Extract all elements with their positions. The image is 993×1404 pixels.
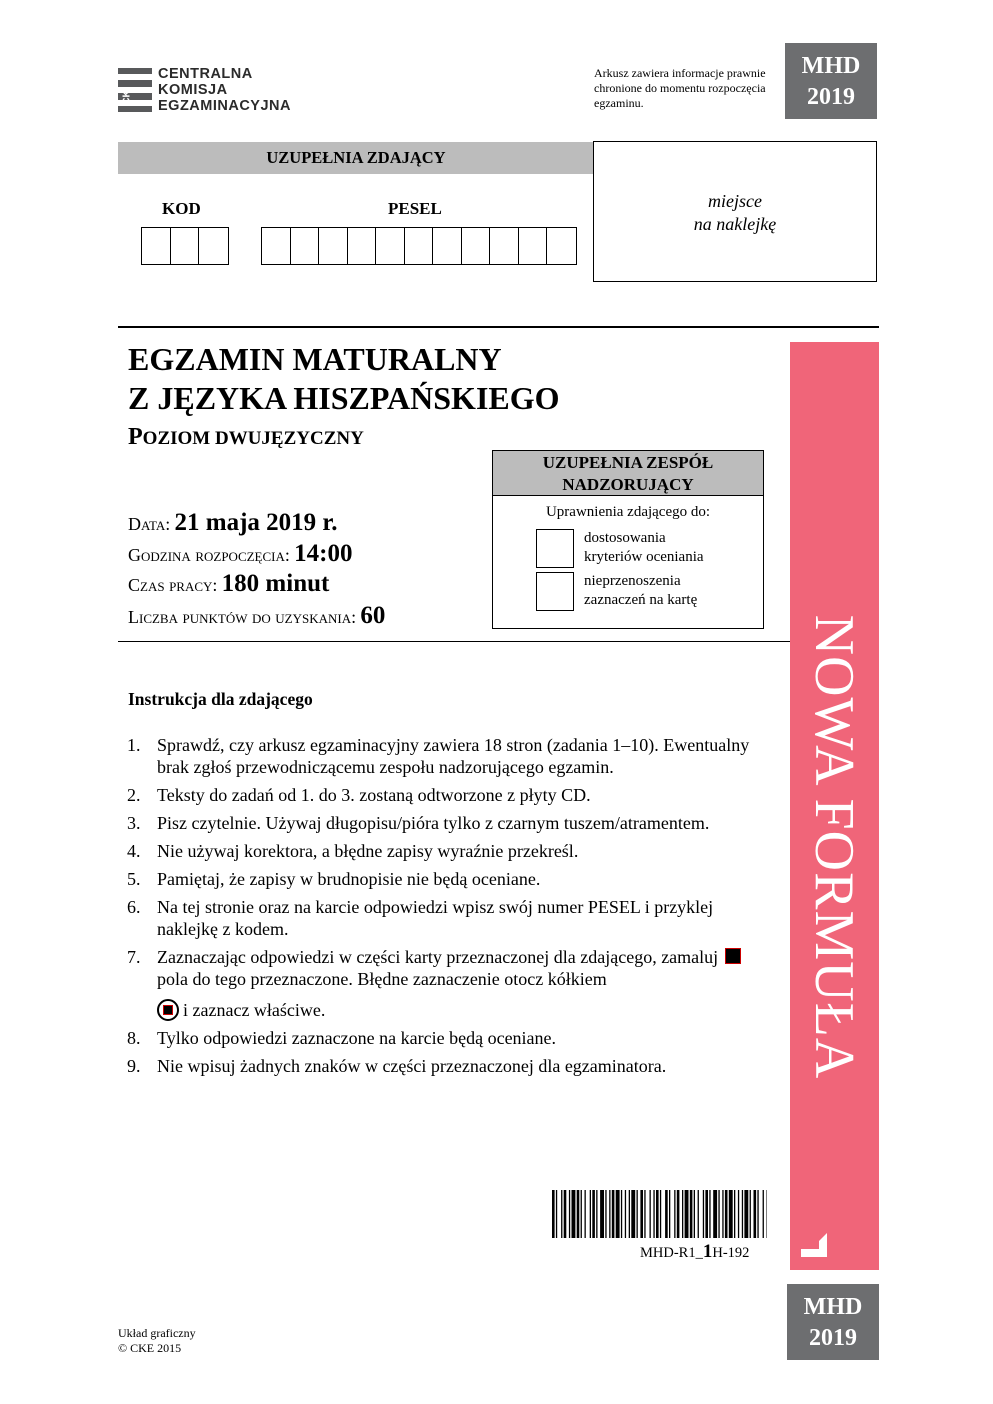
barcode-bar bbox=[738, 1190, 739, 1238]
barcode-bar bbox=[629, 1190, 630, 1238]
barcode-bar bbox=[616, 1190, 620, 1238]
exam-points: Liczba punktów do uzyskania: 60 bbox=[128, 602, 386, 629]
info-divider bbox=[118, 641, 790, 642]
barcode-bar bbox=[644, 1190, 645, 1238]
option-no-transfer: nieprzenoszenia zaznaczeń na kartę bbox=[536, 572, 697, 611]
barcode-bar bbox=[725, 1190, 728, 1238]
pesel-cell[interactable] bbox=[376, 228, 405, 264]
list-item: 8. Tylko odpowiedzi zaznaczone na karcie będą oceniane. bbox=[127, 1028, 557, 1048]
barcode-bar bbox=[674, 1190, 675, 1238]
pesel-cell[interactable] bbox=[291, 228, 320, 264]
list-item: 3. Pisz czytelnie. Używaj długopisu/pióra tylko z czarnym tuszem/atramentem. bbox=[127, 813, 710, 833]
no-transfer-checkbox[interactable] bbox=[536, 572, 574, 611]
barcode-icon bbox=[552, 1190, 767, 1238]
list-item: 9. Nie wpisuj żadnych znaków w części przeznaczonej dla egzaminatora. bbox=[127, 1056, 667, 1076]
barcode-bar bbox=[564, 1190, 567, 1238]
kod-cell[interactable] bbox=[199, 228, 228, 264]
pesel-cell[interactable] bbox=[348, 228, 377, 264]
pesel-cell[interactable] bbox=[462, 228, 491, 264]
list-item: 5. Pamiętaj, że zapisy w brudnopisie nie będą oceniane. bbox=[127, 869, 541, 889]
barcode-bar bbox=[665, 1190, 668, 1238]
exam-code-badge-top: MHD 2019 bbox=[785, 43, 877, 119]
exam-code-badge-bottom: MHD 2019 bbox=[787, 1284, 879, 1360]
barcode-bar bbox=[581, 1190, 582, 1238]
barcode-bar bbox=[709, 1190, 710, 1238]
logo-mark-text: CK bbox=[121, 90, 133, 105]
barcode-bar bbox=[656, 1190, 659, 1238]
exam-level: POZIOM DWUJĘZYCZNY bbox=[128, 424, 364, 450]
barcode-bar bbox=[572, 1190, 576, 1238]
barcode-bar bbox=[757, 1190, 758, 1238]
barcode-bar bbox=[577, 1190, 580, 1238]
kod-cell[interactable] bbox=[142, 228, 171, 264]
nowa-formula-banner bbox=[790, 342, 879, 1270]
instructions-list bbox=[127, 734, 767, 1083]
option-adjust-criteria: dostosowania kryteriów oceniania bbox=[536, 529, 704, 568]
corner-arrow-icon bbox=[801, 1233, 827, 1257]
barcode-bar bbox=[703, 1190, 704, 1238]
exam-start-time: Godzina rozpoczęcia: 14:00 bbox=[128, 540, 353, 567]
adjust-criteria-checkbox[interactable] bbox=[536, 529, 574, 568]
kod-label: KOD bbox=[162, 199, 201, 218]
barcode-bar bbox=[763, 1190, 764, 1238]
barcode-bar bbox=[637, 1190, 638, 1238]
circled-square-icon bbox=[157, 999, 179, 1021]
barcode-bar bbox=[640, 1190, 643, 1238]
cke-logo-mark bbox=[118, 68, 152, 112]
pesel-label: PESEL bbox=[388, 199, 442, 218]
barcode-bar bbox=[742, 1190, 743, 1238]
barcode-bar bbox=[744, 1190, 748, 1238]
barcode-bar bbox=[734, 1190, 735, 1238]
barcode-bar bbox=[767, 1190, 768, 1238]
barcode-bar bbox=[754, 1190, 757, 1238]
barcode-bar bbox=[669, 1190, 670, 1238]
exam-duration: Czas pracy: 180 minut bbox=[128, 570, 330, 597]
top-divider bbox=[118, 326, 879, 328]
supervisors-subheader: Uprawnienia zdającego do: bbox=[545, 504, 711, 520]
barcode-bar bbox=[698, 1190, 699, 1238]
pesel-cell[interactable] bbox=[519, 228, 548, 264]
list-item: 4. Nie używaj korektora, a błędne zapisy wyraźnie przekreśl. bbox=[127, 841, 579, 861]
barcode-bar bbox=[592, 1190, 595, 1238]
pesel-cell[interactable] bbox=[262, 228, 291, 264]
barcode-bar bbox=[631, 1190, 635, 1238]
instructions-title: Instrukcja dla zdającego bbox=[128, 689, 313, 709]
barcode-bar bbox=[650, 1190, 651, 1238]
barcode-bar bbox=[729, 1190, 733, 1238]
barcode-bar bbox=[561, 1190, 562, 1238]
pesel-cell[interactable] bbox=[433, 228, 462, 264]
barcode-bar bbox=[552, 1190, 555, 1238]
barcode-bar bbox=[556, 1190, 557, 1238]
candidate-section-header: UZUPEŁNIA ZDAJĄCY bbox=[118, 142, 594, 174]
barcode-bar bbox=[677, 1190, 680, 1238]
barcode-bar bbox=[690, 1190, 693, 1238]
list-item: 2. Teksty do zadań od 1. do 3. zostaną odtworzone z płyty CD. bbox=[127, 785, 591, 805]
pesel-cell[interactable] bbox=[319, 228, 348, 264]
barcode-bar bbox=[682, 1190, 683, 1238]
barcode-bar bbox=[600, 1190, 604, 1238]
list-item: 1. Sprawdź, czy arkusz egzaminacyjny zawiera 18 stron (zadania 1–10). Ewentualny brak zgłoś przewodniczącemu zespołu nadzorującego egzamin. bbox=[127, 735, 750, 777]
barcode-bar bbox=[605, 1190, 606, 1238]
kod-input-boxes[interactable] bbox=[141, 227, 229, 265]
list-item: 7. Zaznaczając odpowiedzi w części karty przeznaczonej dla zdającego, zamaluj pola do tego przeznaczone. Błędne zaznaczenie otocz kółkiem i zaznacz właściwe. bbox=[127, 946, 767, 1021]
barcode-bar bbox=[612, 1190, 615, 1238]
barcode-bar bbox=[722, 1190, 723, 1238]
supervisors-box bbox=[492, 450, 764, 629]
pesel-input-boxes[interactable] bbox=[261, 227, 577, 265]
barcode-bar bbox=[621, 1190, 622, 1238]
cke-logo-text: CENTRALNA KOMISJA EGZAMINACYJNA bbox=[158, 66, 291, 114]
filled-square-icon bbox=[725, 948, 741, 964]
barcode-bar bbox=[585, 1190, 586, 1238]
barcode-bar bbox=[685, 1190, 689, 1238]
barcode-bar bbox=[705, 1190, 708, 1238]
pesel-cell[interactable] bbox=[547, 228, 576, 264]
sticker-placeholder: miejsce na naklejkę bbox=[593, 141, 877, 282]
barcode-bar bbox=[713, 1190, 717, 1238]
footer-credit: Układ graficzny © CKE 2015 bbox=[118, 1326, 196, 1355]
barcode-bar bbox=[625, 1190, 626, 1238]
barcode-bar bbox=[569, 1190, 570, 1238]
kod-cell[interactable] bbox=[171, 228, 200, 264]
barcode-bar bbox=[750, 1190, 751, 1238]
protection-notice: Arkusz zawiera informacje prawnie chronione do momentu rozpoczęcia egzaminu. bbox=[594, 66, 766, 110]
supervisors-header: UZUPEŁNIA ZESPÓŁ NADZORUJĄCY bbox=[493, 451, 763, 496]
barcode-bar bbox=[653, 1190, 654, 1238]
barcode-bar bbox=[694, 1190, 695, 1238]
barcode-bar bbox=[596, 1190, 597, 1238]
barcode-bar bbox=[718, 1190, 719, 1238]
exam-title: EGZAMIN MATURALNY Z JĘZYKA HISZPAŃSKIEGO bbox=[128, 341, 560, 416]
pesel-cell[interactable] bbox=[405, 228, 434, 264]
barcode-bar bbox=[590, 1190, 591, 1238]
pesel-cell[interactable] bbox=[490, 228, 519, 264]
exam-date: Data: 21 maja 2019 r. bbox=[128, 509, 338, 536]
barcode-bar bbox=[660, 1190, 661, 1238]
barcode-label: MHD-R1_1H-192 bbox=[640, 1241, 750, 1262]
barcode-bar bbox=[609, 1190, 610, 1238]
banner-text: NOWA FORMUŁA bbox=[803, 614, 865, 1080]
list-item: 6. Na tej stronie oraz na karcie odpowiedzi wpisz swój numer PESEL i przyklej naklejkę z kodem. bbox=[127, 897, 714, 939]
